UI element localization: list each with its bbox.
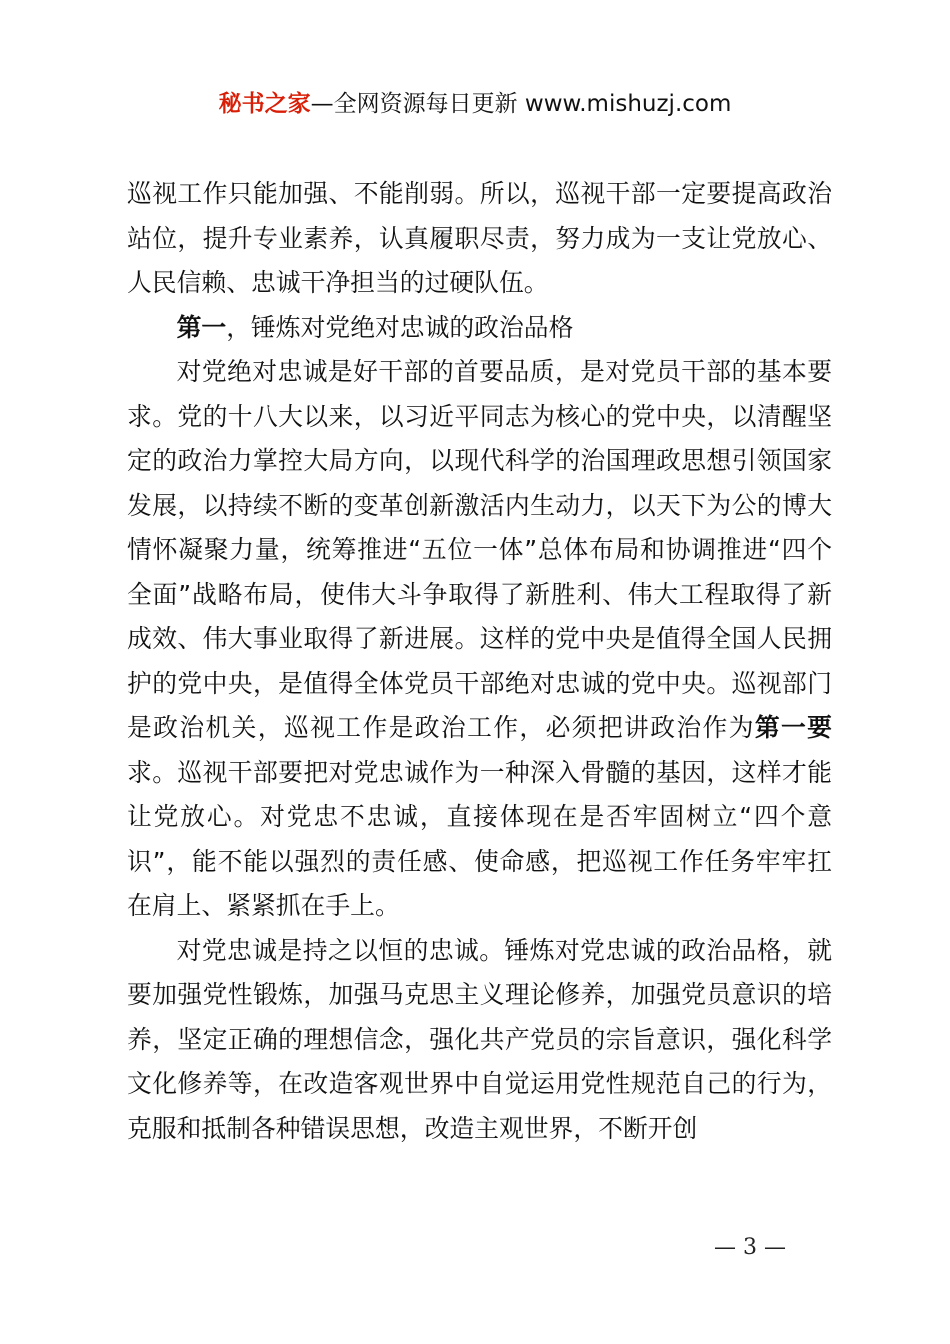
paragraph-persistence: 对党忠诚是持之以恒的忠诚。锤炼对党忠诚的政治品格，就要加强党性锻炼，加强马克思主义理论修养，加强党员意识的培养，坚定正确的理想信念，强化共产党员的宗旨意识，强化科学文化修养等，在改造客观世界中自觉运用党性规范自己的行为，克服和抵制各种错误思想，改造主观世界，不断开创: [127, 935, 832, 1143]
site-tagline: —全网资源每日更新 www.mishuzj.com: [310, 91, 732, 117]
page-header: [0, 86, 950, 122]
paragraph-loyalty-bold: 第一要: [754, 713, 832, 742]
section-heading-text: ，锤炼对党绝对忠诚的政治品格: [226, 312, 574, 342]
paragraph-loyalty-part1: 对党绝对忠诚是好干部的首要品质，是对党员干部的基本要求。党的十八大以来，以习近平同志为核心的党中央，以清醒坚定的政治力掌控大局方向，以现代科学的治国理政思想引领国家发展，以持续不断的变革创新激活内生动力，以天下为公的博大情怀凝聚力量，统筹推进“五位一体”总体布局和协调推进“四个全面”战略布局，使伟大斗争取得了新胜利、伟大工程取得了新成效、伟大事业取得了新进展。这样的党中央是值得全国人民拥护的党中央，是值得全体党员干部绝对忠诚的党中央。巡视部门是政治机关，巡视工作是政治工作，必须把讲政治作为: [127, 357, 832, 742]
paragraph-intro: 巡视工作只能加强、不能削弱。所以，巡视干部一定要提高政治站位，提升专业素养，认真履职尽责，努力成为一支让党放心、人民信赖、忠诚干净担当的过硬队伍。: [127, 179, 832, 297]
paragraph-loyalty: [127, 350, 832, 929]
section-heading: [127, 306, 832, 351]
document-body: [127, 172, 832, 1151]
page-number: — 3 —: [714, 1235, 786, 1260]
section-heading-bold: 第一: [176, 312, 227, 342]
site-brand: 秘书之家: [218, 91, 311, 117]
paragraph-loyalty-part2: 求。巡视干部要把对党忠诚作为一种深入骨髓的基因，这样才能让党放心。对党忠不忠诚，直接体现在是否牢固树立“四个意识”，能不能以强烈的责任感、使命感，把巡视工作任务牢牢扛在肩上、紧紧抓在手上。: [127, 757, 832, 920]
